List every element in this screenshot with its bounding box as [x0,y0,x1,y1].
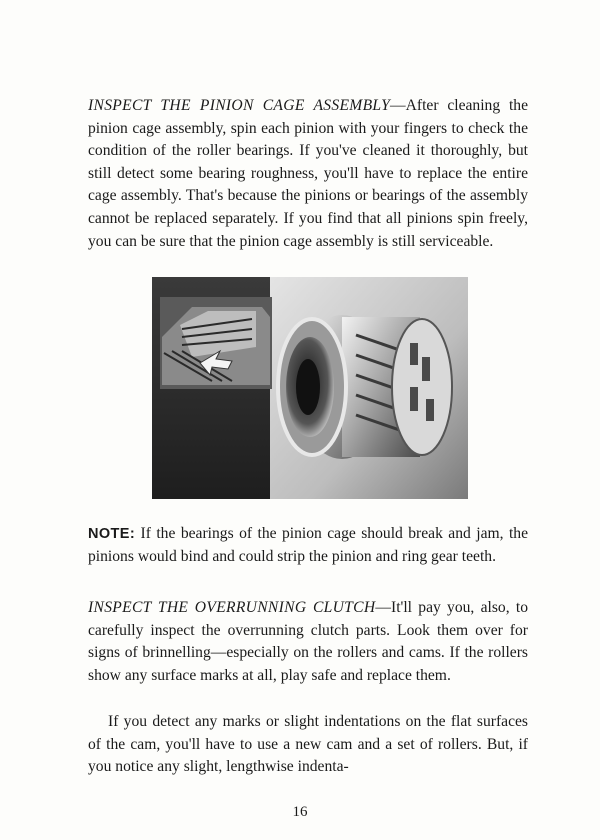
heading-overrunning-clutch: INSPECT THE OVERRUNNING CLUTCH [88,599,376,616]
paragraph-cam [88,711,528,779]
body-cam: If you detect any marks or slight indentations on the flat surfaces of the cam, you'll have to use a new cam and a set of rollers. But, if you notice any slight, lengthwise indenta- [88,713,528,776]
body-overrunning-clutch: —It'll pay you, also, to carefully inspect the overrunning clutch parts. Look them over for signs of brinnelling—especially on the rollers and cams. If the rollers show any surface marks at all, play safe and replace them. [88,599,528,684]
page-number: 16 [292,804,308,820]
pinion-cage-photo [152,277,468,499]
note-label: NOTE: [88,526,136,542]
note-paragraph [88,523,528,568]
paragraph-pinion-cage [88,95,528,253]
paragraph-overrunning-clutch [88,597,528,687]
heading-pinion-cage: INSPECT THE PINION CAGE ASSEMBLY [88,97,391,114]
body-pinion-cage: —After cleaning the pinion cage assembly, spin each pinion with your fingers to check the condition of the roller bearings. If you've cleaned it thoroughly, but still detect some bearing roughness, you'll have to replace the entire cage assembly. That's because the pinions or bearings of the assembly cannot be replaced separately. If you find that all pinions spin freely, you can be sure that the pinion cage assembly is still serviceable. [88,97,528,250]
pinion-cage-photo-icon [152,277,468,499]
note-body: If the bearings of the pinion cage should break and jam, the pinions would bind and could strip the pinion and ring gear teeth. [88,525,528,565]
